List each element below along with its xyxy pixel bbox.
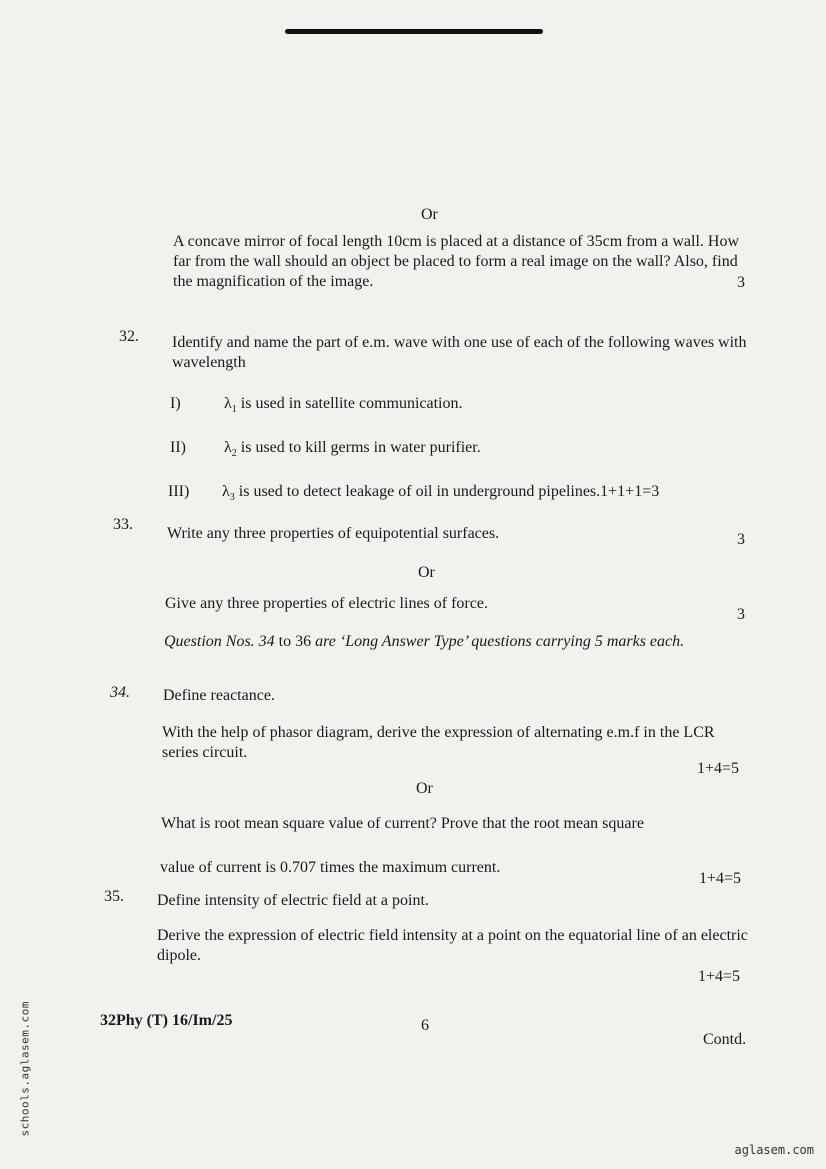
side-watermark: schools.aglasem.com xyxy=(18,1001,32,1137)
q33-or-text: Give any three properties of electric lines of force. xyxy=(165,595,488,612)
q34-marks: 1+4=5 xyxy=(697,760,740,777)
q31-or-marks: 3 xyxy=(737,274,745,291)
q35-line1: Define intensity of electric field at a point. xyxy=(157,892,429,909)
section-note-part2: to 36 xyxy=(274,633,316,650)
q31-or-text: A concave mirror of focal length 10cm is placed at a distance of 35cm from a wall. How far from the wall should an object be placed to form a real image on the wall? Also, find the magnification of the image. xyxy=(173,233,740,290)
q32-item-1-roman: I) xyxy=(170,395,181,412)
lambda-symbol: λ xyxy=(224,395,232,412)
q34-number: 34. xyxy=(110,684,130,701)
page-number: 6 xyxy=(421,1017,429,1034)
or-label-q31: Or xyxy=(421,206,438,223)
q33-marks: 3 xyxy=(737,531,745,548)
q33-number: 33. xyxy=(113,516,133,533)
q32-item-3-text: is used to detect leakage of oil in underground pipelines.1+1+1=3 xyxy=(238,483,660,500)
q34-line1: Define reactance. xyxy=(163,687,275,704)
q32-item-1-text: is used in satellite communication. xyxy=(240,395,463,412)
q34-line2: With the help of phasor diagram, derive the expression of alternating e.m.f in the LCR series circuit. xyxy=(162,724,715,761)
section-note-part3: are ‘Long Answer Type’ questions carrying 5 marks each. xyxy=(315,633,685,650)
corner-watermark: aglasem.com xyxy=(734,1143,814,1157)
lambda-subscript: 3 xyxy=(229,492,235,504)
section-note xyxy=(164,632,749,652)
q34-or-text-2: value of current is 0.707 times the maximum current. xyxy=(160,859,501,876)
q32-item-1 xyxy=(170,395,463,415)
q33-or-marks: 3 xyxy=(737,606,745,623)
q32-item-3 xyxy=(168,483,659,503)
q34-or-text-1: What is root mean square value of current? Prove that the root mean square xyxy=(161,815,644,832)
q32-text: Identify and name the part of e.m. wave with one use of each of the following waves with wavelength xyxy=(172,334,747,371)
top-rule xyxy=(285,29,543,34)
q32-item-2 xyxy=(170,439,481,459)
q34-or-marks: 1+4=5 xyxy=(699,870,742,887)
lambda-subscript: 1 xyxy=(231,404,237,416)
paper-code: 32Phy (T) 16/Im/25 xyxy=(100,1012,233,1029)
lambda-symbol: λ xyxy=(222,483,230,500)
q35-line2: Derive the expression of electric field intensity at a point on the equatorial line of an electric dipole. xyxy=(157,927,748,964)
q35-number: 35. xyxy=(104,888,124,905)
q32-item-2-text: is used to kill germs in water purifier. xyxy=(240,439,481,456)
or-label-q33: Or xyxy=(418,564,435,581)
contd-label: Contd. xyxy=(703,1031,747,1048)
q32-number: 32. xyxy=(119,328,139,345)
lambda-subscript: 2 xyxy=(231,448,237,460)
q33-text: Write any three properties of equipotential surfaces. xyxy=(167,525,500,542)
or-label-q34: Or xyxy=(416,780,433,797)
q35-marks: 1+4=5 xyxy=(698,968,741,985)
lambda-symbol: λ xyxy=(224,439,232,456)
q32-item-3-roman: III) xyxy=(168,483,190,500)
section-note-part1: Question Nos. 34 xyxy=(164,633,275,650)
q32-item-2-roman: II) xyxy=(170,439,186,456)
